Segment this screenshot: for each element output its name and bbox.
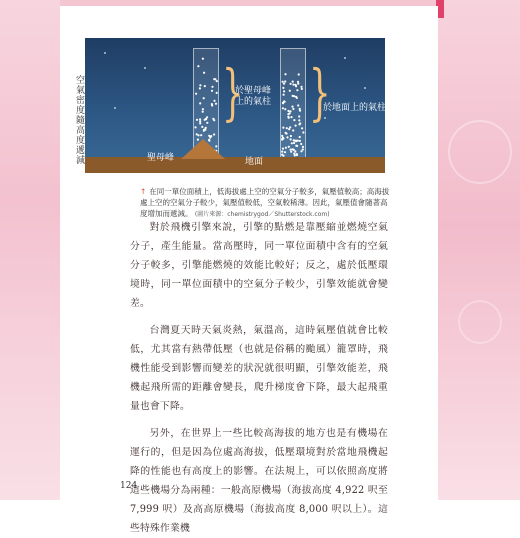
ground-air-column: [280, 48, 306, 158]
sky-star: [144, 67, 146, 69]
high-column-label: 於聖母峰上的氣柱: [235, 86, 272, 107]
air-pressure-figure: [85, 38, 385, 173]
mountain-label: 聖母峰: [147, 153, 175, 163]
ground-column-brace: }: [309, 57, 331, 129]
figure-axis-label: 空氣密度隨高度遞減: [76, 76, 86, 166]
body-text: [130, 218, 388, 538]
paragraph-3: 另外，在世界上一些比較高海拔的地方也是有機場在運行的，但是因為位處高海拔，低壓環境對於當地飛機起降的性能也有高度上的影響。在法規上，可以依照高度將這些機場分為兩種：一般高原機場（海拔高度 4,922 呎至 7,999 呎）及高高原機場（海拔高度 8,000 呎以上）。這些特殊作業機: [130, 428, 388, 534]
mountain-icon: [181, 139, 225, 159]
sky-star: [364, 87, 366, 89]
left-decoration: [0, 0, 60, 500]
ground-strip: [85, 157, 385, 173]
ground-label: 地面: [245, 157, 264, 167]
sky-star: [104, 52, 106, 54]
paragraph-1: 對於飛機引擎來說，引擎的點燃是靠壓縮並燃燒空氣分子，產生能量。當高壓時，同一單位面積中含有的空氣分子較多，引擎能燃燒的效能比較好；反之，處於低壓環境時，同一單位面積中的空氣分子較少，引擎效能就會變差。: [130, 222, 388, 309]
caption-credit: (圖片來源：chemistrygod／Shutterstock.com): [194, 211, 330, 218]
sky-star: [114, 107, 116, 109]
right-decoration: [438, 0, 520, 500]
ground-column-label: 於地面上的氣柱: [323, 103, 387, 113]
page-number: 124: [120, 481, 138, 491]
paragraph-2: 台灣夏天時天氣炎熱，氣溫高，這時氣壓值就會比較低，尤其當有熱帶低壓（也就是俗稱的颱風）籠罩時，飛機性能受到影響而變差的狀況就很明顯，引擎效能差，飛機起飛所需的距離會變長，爬升梯度會下降，最大起飛重量也會下降。: [130, 325, 388, 412]
figure-caption: [140, 186, 390, 220]
caption-text: 在同一單位面積上，低海拔處上空的空氣分子較多，氣壓值較高；高海拔處上空的空氣分子較少，氣壓值較低，空氣較稀薄。因此，氣壓值會隨著高度增加而遞減。: [140, 187, 390, 218]
high-column-brace: }: [222, 57, 244, 129]
caption-arrow-icon: ↑: [140, 187, 147, 196]
sky-star: [344, 57, 346, 59]
